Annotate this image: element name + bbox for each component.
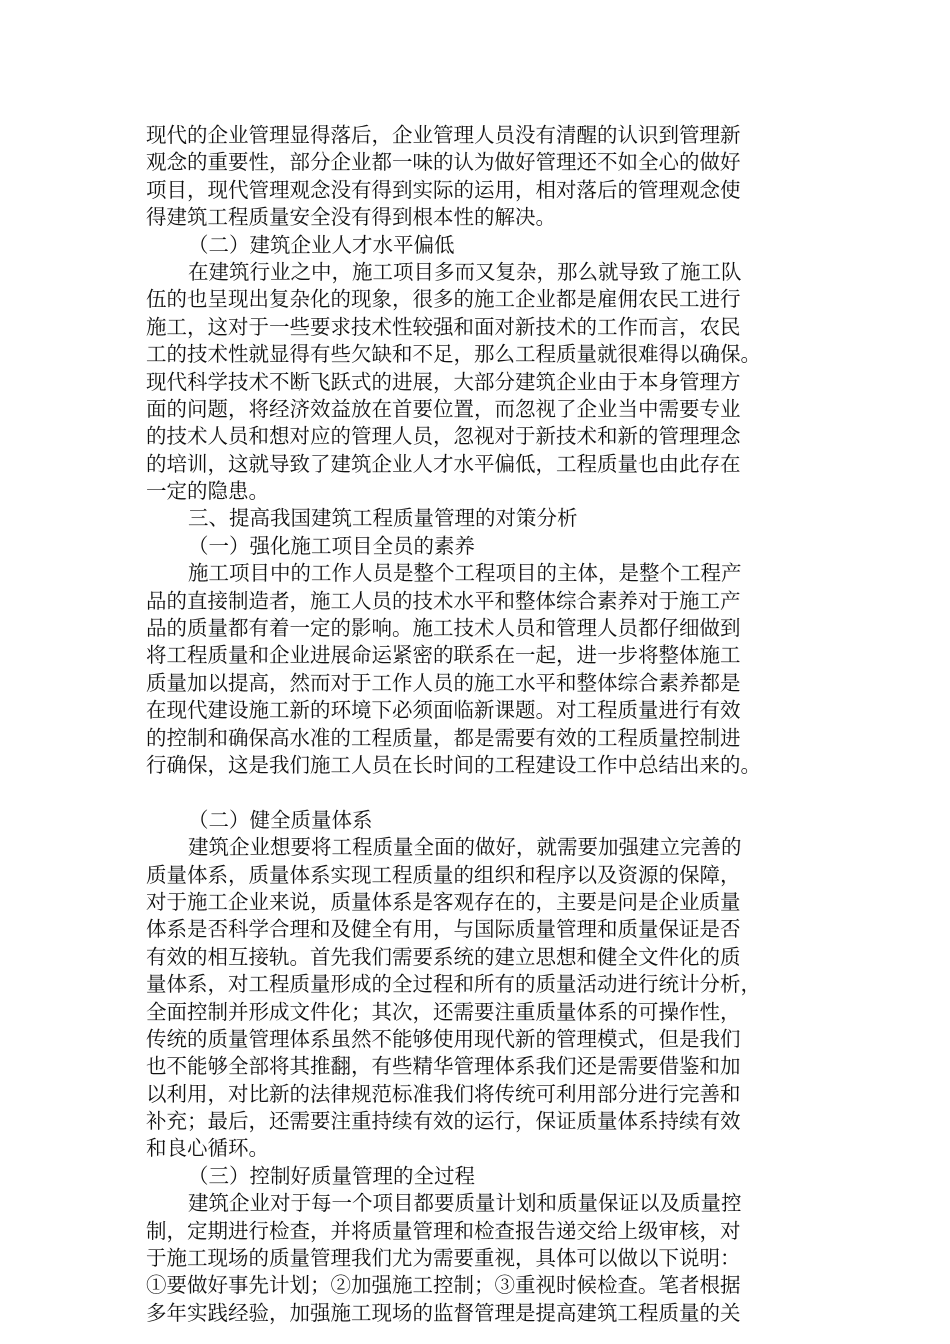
body-text-line: 面的问题，将经济效益放在首要位置，而忽视了企业当中需要专业: [146, 396, 741, 421]
body-text-line: 伍的也呈现出复杂化的现象，很多的施工企业都是雇佣农民工进行: [146, 287, 741, 312]
body-text-line: 质量体系，质量体系实现工程质量的组织和程序以及资源的保障，: [146, 862, 741, 887]
body-text-line: 体系是否科学合理和及健全有用，与国际质量管理和质量保证是否: [146, 917, 741, 942]
body-text-line: 量体系，对工程质量形成的全过程和所有的质量活动进行统计分析，: [146, 972, 761, 997]
body-text-line: 有效的相互接轨。首先我们需要系统的建立思想和健全文件化的质: [146, 944, 741, 969]
body-text-line: 观念的重要性，部分企业都一味的认为做好管理还不如全心的做好: [146, 150, 741, 175]
body-text-line: 现代的企业管理显得落后，企业管理人员没有清醒的认识到管理新: [146, 123, 741, 147]
section-subheading: （一）强化施工项目全员的素养: [188, 533, 475, 558]
body-text-line: 传统的质量管理体系虽然不能够使用现代新的管理模式，但是我们: [146, 1026, 741, 1051]
section-subheading: （二）建筑企业人才水平偏低: [188, 232, 455, 257]
paragraph-first-line: 建筑企业想要将工程质量全面的做好，就需要加强建立完善的: [188, 835, 742, 860]
body-text-line: 工的技术性就显得有些欠缺和不足，那么工程质量就很难得以确保。: [146, 342, 761, 367]
body-text-line: 的控制和确保高水准的工程质量，都是需要有效的工程质量控制进: [146, 725, 741, 750]
body-text-line: 得建筑工程质量安全没有得到根本性的解决。: [146, 205, 556, 230]
body-text-line: 一定的隐患。: [146, 479, 269, 504]
section-subheading: （二）健全质量体系: [188, 807, 373, 832]
body-text-line: 的技术人员和想对应的管理人员，忽视对于新技术和新的管理理念: [146, 424, 741, 449]
body-text-line: 品的质量都有着一定的影响。施工技术人员和管理人员都仔细做到: [146, 616, 741, 641]
body-text-line: 对于施工企业来说，质量体系是客观存在的，主要是问是企业质量: [146, 889, 741, 914]
paragraph-first-line: 施工项目中的工作人员是整个工程项目的主体，是整个工程产: [188, 561, 742, 586]
section-heading: 三、提高我国建筑工程质量管理的对策分析: [188, 506, 578, 531]
body-text-line: 和良心循环。: [146, 1136, 269, 1161]
body-text-line: 全面控制并形成文件化；其次，还需要注重质量体系的可操作性，: [146, 999, 741, 1024]
body-text-line: ①要做好事先计划；②加强施工控制；③重视时候检查。笔者根据: [146, 1273, 741, 1298]
body-text-line: 多年实践经验，加强施工现场的监督管理是提高建筑工程质量的关: [146, 1300, 741, 1325]
body-text-line: 的培训，这就导致了建筑企业人才水平偏低，工程质量也由此存在: [146, 451, 741, 476]
body-text-line: 在现代建设施工新的环境下必须面临新课题。对工程质量进行有效: [146, 698, 741, 723]
body-text-line: 补充；最后，还需要注重持续有效的运行，保证质量体系持续有效: [146, 1109, 741, 1134]
paragraph-first-line: 建筑企业对于每一个项目都要质量计划和质量保证以及质量控: [188, 1191, 742, 1216]
section-subheading: （三）控制好质量管理的全过程: [188, 1163, 475, 1188]
document-page: [146, 122, 810, 1327]
body-text-line: 制，定期进行检查，并将质量管理和检查报告递交给上级审核，对: [146, 1218, 741, 1243]
paragraph-first-line: 在建筑行业之中，施工项目多而又复杂，那么就导致了施工队: [188, 259, 742, 284]
body-text-line: 项目，现代管理观念没有得到实际的运用，相对落后的管理观念使: [146, 177, 741, 202]
body-text-line: 质量加以提高，然而对于工作人员的施工水平和整体综合素养都是: [146, 670, 741, 695]
blank-line: [146, 779, 810, 806]
body-text-line: 也不能够全部将其推翻，有些精华管理体系我们还是需要借鉴和加: [146, 1054, 741, 1079]
body-text-line: 施工，这对于一些要求技术性较强和面对新技术的工作而言，农民: [146, 314, 741, 339]
body-text-line: 品的直接制造者，施工人员的技术水平和整体综合素养对于施工产: [146, 588, 741, 613]
body-text-line: 行确保，这是我们施工人员在长时间的工程建设工作中总结出来的。: [146, 752, 761, 777]
body-text-line: 以利用，对比新的法律规范标准我们将传统可利用部分进行完善和: [146, 1081, 741, 1106]
body-text-line: 于施工现场的质量管理我们尤为需要重视，具体可以做以下说明：: [146, 1246, 741, 1271]
body-text-line: 将工程质量和企业进展命运紧密的联系在一起，进一步将整体施工: [146, 643, 741, 668]
body-text-line: 现代科学技术不断飞跃式的进展，大部分建筑企业由于本身管理方: [146, 369, 741, 394]
